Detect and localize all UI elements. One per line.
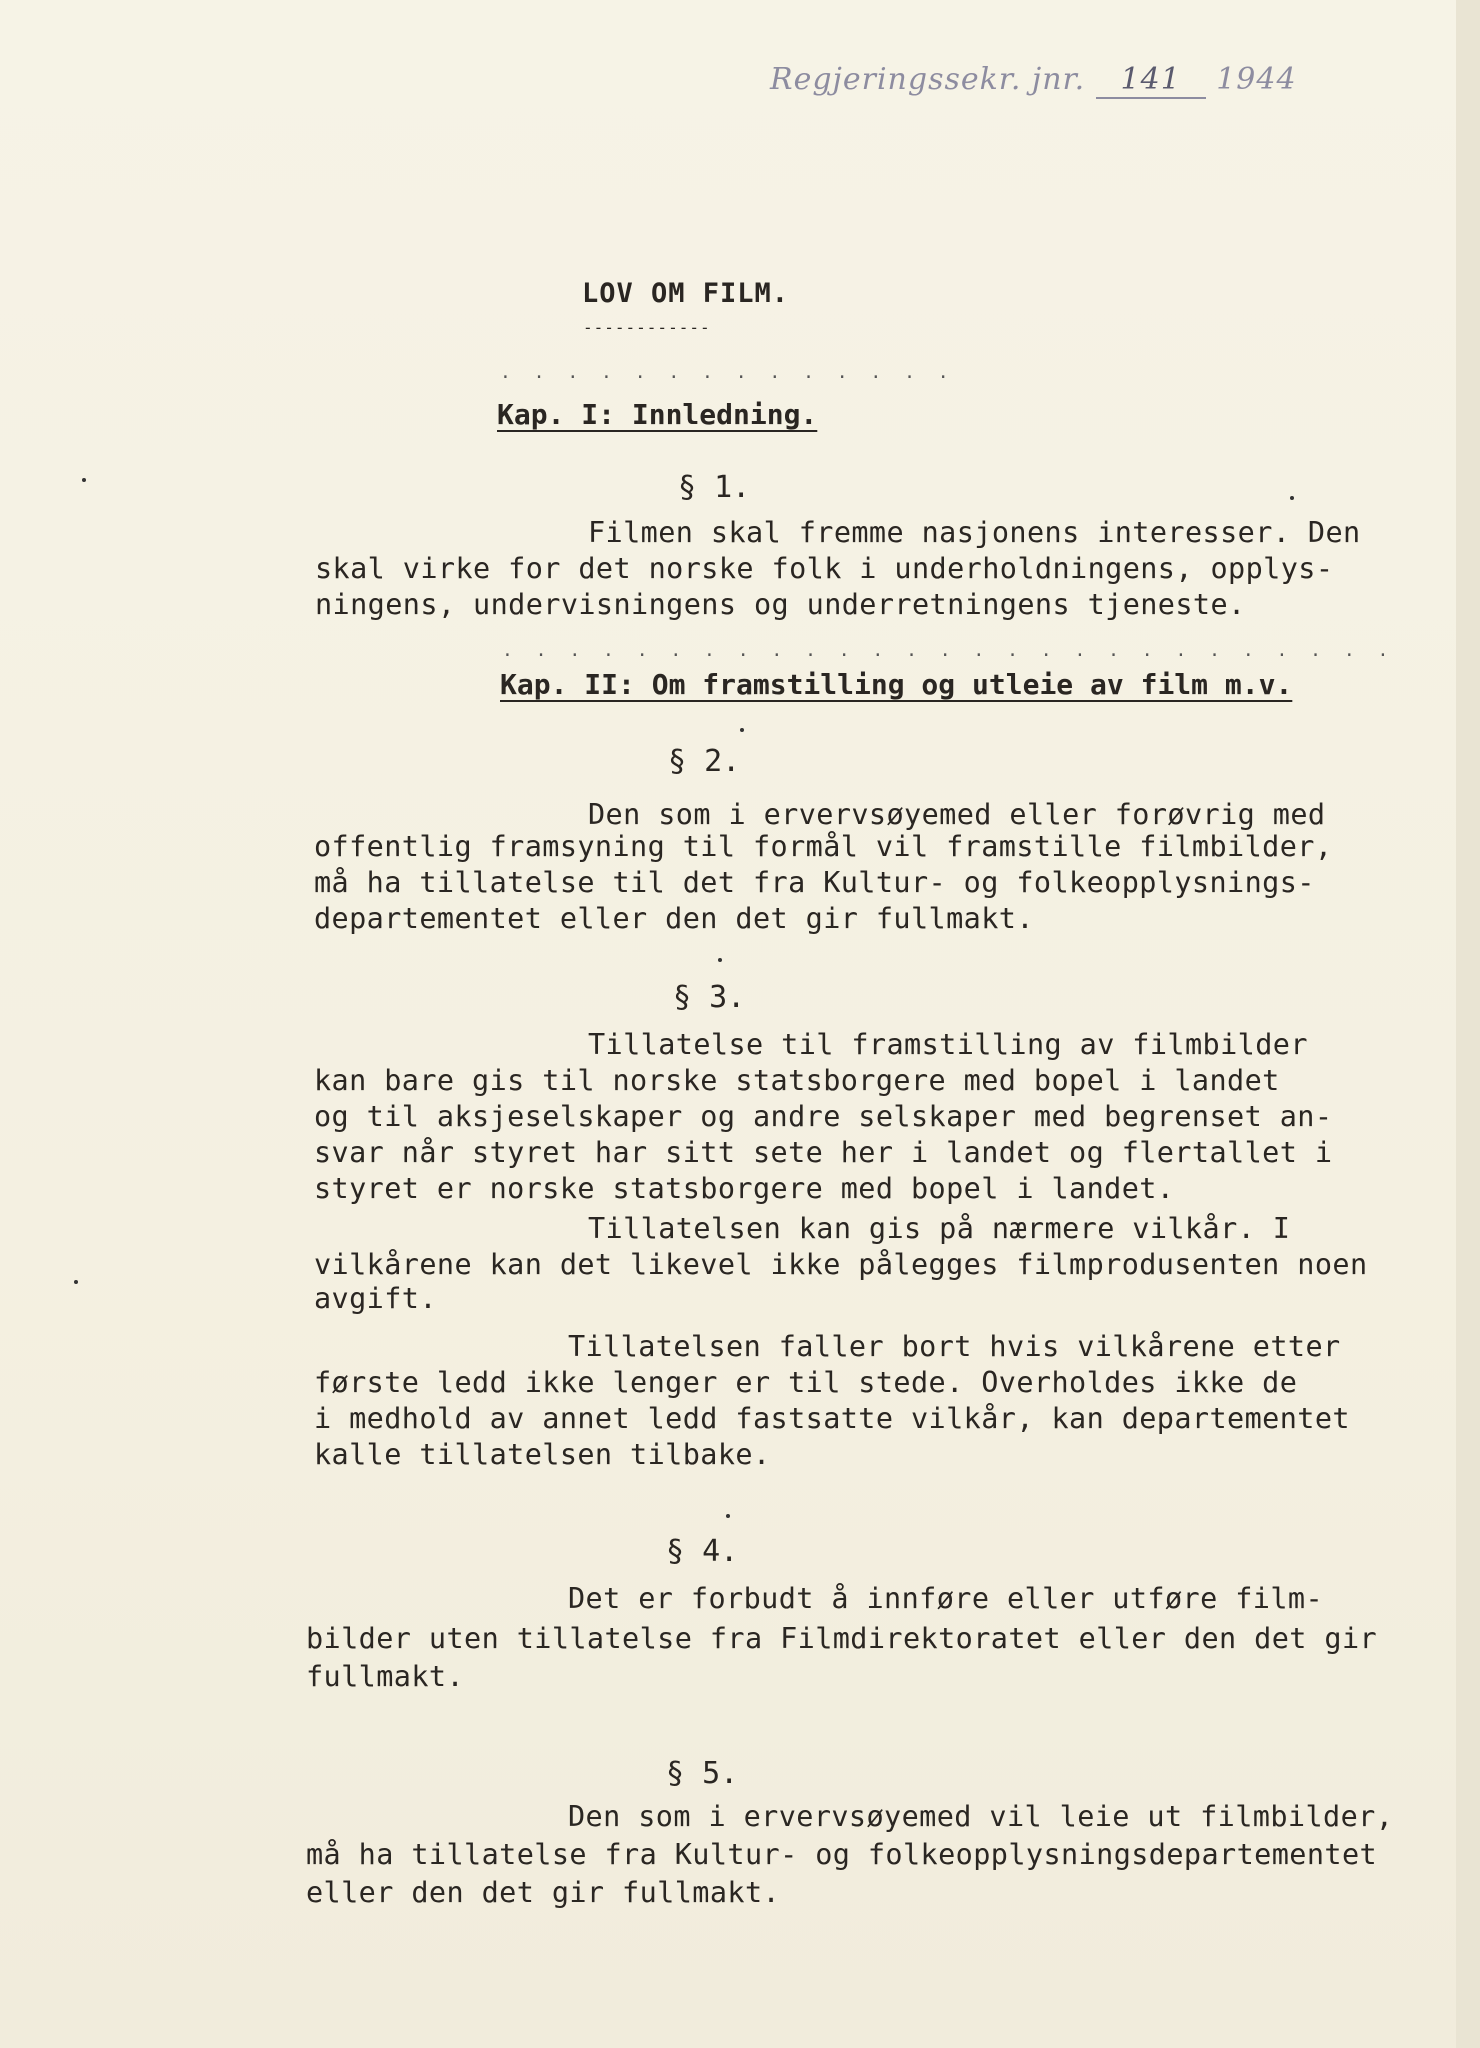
paper-speck (726, 1514, 730, 1518)
registry-stamp (770, 62, 1297, 99)
title-underline: ------------ (583, 318, 711, 337)
decorative-dots: . . . . . . . . . . . . . . . . . . . . . . . . . . . (502, 640, 1395, 661)
paper-speck (1290, 496, 1294, 500)
section-5-heading: § 5. (666, 1756, 739, 1791)
section-3-line: Tillatelsen kan gis på nærmere vilkår. I (588, 1212, 1291, 1245)
section-1-heading: § 1. (678, 470, 751, 505)
section-3-line: vilkårene kan det likevel ikke pålegges filmprodusenten noen (314, 1248, 1368, 1281)
section-3-line: Tillatelse til framstilling av filmbilder (588, 1028, 1308, 1061)
section-3-line: avgift. (314, 1282, 437, 1315)
section-3-line: kalle tillatelsen tilbake. (314, 1438, 771, 1471)
section-3-line: kan bare gis til norske statsborgere med bopel i landet (314, 1064, 1280, 1097)
section-3-line: styret er norske statsborgere med bopel i landet. (314, 1172, 1175, 1205)
section-3-line: svar når styret har sitt sete her i landet og flertallet i (314, 1136, 1333, 1169)
paper-speck (740, 728, 744, 732)
registry-year: 1944 (1216, 62, 1297, 97)
section-2-heading: § 2. (668, 744, 741, 779)
section-2-line: må ha tillatelse til det fra Kultur- og folkeopplysnings- (314, 866, 1315, 899)
section-3-line: Tillatelsen faller bort hvis vilkårene etter (568, 1330, 1341, 1363)
document-title: LOV OM FILM. (582, 278, 790, 309)
paper-speck (74, 1280, 78, 1284)
section-1-line: Filmen skal fremme nasjonens interesser. Den (588, 516, 1361, 549)
section-3-line: første ledd ikke lenger er til stede. Overholdes ikke de (314, 1366, 1298, 1399)
section-1-line: ningens, undervisningens og underretningens tjeneste. (315, 588, 1246, 621)
section-5-line: må ha tillatelse fra Kultur- og folkeopplysningsdepartementet (306, 1838, 1378, 1871)
page-edge (1456, 0, 1480, 2048)
section-3-line: og til aksjeselskaper og andre selskaper med begrenset an- (314, 1100, 1333, 1133)
section-5-line: eller den det gir fullmakt. (306, 1876, 781, 1909)
section-4-line: bilder uten tillatelse fra Filmdirektoratet eller den det gir (306, 1622, 1378, 1655)
section-3-line: i medhold av annet ledd fastsatte vilkår, kan departementet (314, 1402, 1350, 1435)
section-4-heading: § 4. (666, 1534, 739, 1569)
section-1-line: skal virke for det norske folk i underholdningens, opplys- (315, 552, 1334, 585)
section-4-line: Det er forbudt å innføre eller utføre film- (568, 1582, 1324, 1615)
registry-number: 141 (1096, 62, 1206, 99)
chapter-1-heading: Kap. I: Innledning. (497, 398, 818, 431)
paper-speck (82, 478, 86, 482)
section-2-line: departementet eller den det gir fullmakt. (314, 902, 1034, 935)
section-5-line: Den som i ervervsøyemed vil leie ut filmbilder, (568, 1800, 1394, 1833)
paper-speck (718, 958, 722, 962)
section-2-line: Den som i ervervsøyemed eller forøvrig med (588, 798, 1326, 831)
registry-label: Regjeringssekr. jnr. (770, 62, 1086, 97)
section-2-line: offentlig framsyning til formål vil framstille filmbilder, (314, 830, 1333, 863)
chapter-2-heading: Kap. II: Om framstilling og utleie av film m.v. (500, 668, 1293, 701)
section-4-line: fullmakt. (306, 1660, 465, 1693)
section-3-heading: § 3. (673, 980, 746, 1015)
decorative-dots: . . . . . . . . . . . . . . (500, 362, 955, 383)
